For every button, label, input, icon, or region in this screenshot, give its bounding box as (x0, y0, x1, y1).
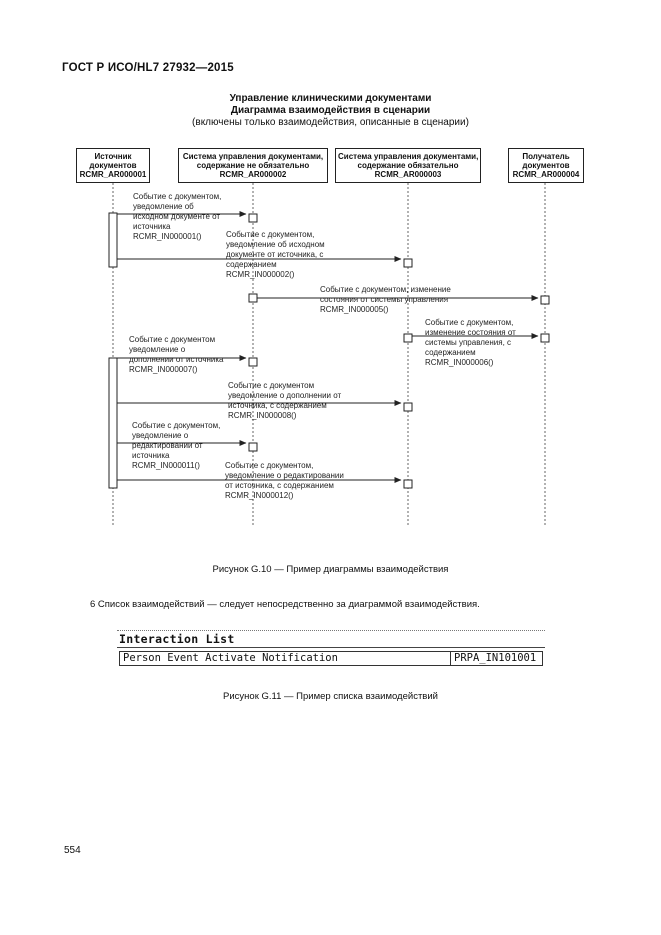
receive-box (541, 334, 549, 342)
receive-box (404, 480, 412, 488)
receive-box (249, 358, 257, 366)
activation-bar (109, 358, 117, 488)
message-label: Событие с документом, уведомление об исходном документе от источника RCMR_IN000001() (133, 192, 222, 241)
interaction-list (117, 630, 545, 668)
participant-name: документов (522, 161, 570, 170)
table-row (119, 651, 543, 666)
participant-name: Система управления документами, (182, 152, 324, 161)
send-box (249, 294, 257, 302)
receive-box (404, 403, 412, 411)
participant-recipient (508, 148, 584, 183)
participant-name: документов (89, 161, 137, 170)
participant-name: Источник (94, 152, 132, 161)
receive-box (404, 259, 412, 267)
paragraph-text: 6 Список взаимодействий — следует непосредственно за диаграммой взаимодействия. (90, 599, 480, 610)
participant-code: RCMR_AR000001 (79, 170, 147, 179)
page-number: 554 (64, 845, 81, 856)
participant-source (76, 148, 150, 183)
message-label: Событие с документом, уведомление об исходном документе от источника, с содержанием RCMR_IN000002() (226, 230, 325, 279)
divider (117, 647, 545, 648)
interaction-name: Person Event Activate Notification (123, 652, 338, 664)
message-label: Событие с документом, уведомление о редактировании от источника, с содержанием RCMR_IN000012() (225, 461, 344, 500)
diagram-title-line2: Диаграмма взаимодействия в сценарии (230, 105, 431, 116)
figure-caption-g10: Рисунок G.10 — Пример диаграммы взаимодействия (212, 564, 449, 575)
figure-caption-g11: Рисунок G.11 — Пример списка взаимодействий (223, 691, 438, 702)
send-box (404, 334, 412, 342)
divider (117, 630, 545, 631)
participant-name: содержание не обязательно (196, 161, 310, 170)
diagram-subtitle: (включены только взаимодействия, описанные в сценарии) (192, 117, 469, 128)
participant-name: содержание обязательно (357, 161, 459, 170)
message-label: Событие с документом, изменение состояния от системы управления, с содержанием RCMR_IN000006() (425, 318, 516, 367)
participant-name: Получатель (522, 152, 570, 161)
interaction-code: PRPA_IN101001 (454, 652, 537, 664)
diagram-title: Управление клиническими документами (229, 93, 432, 104)
message-label: Событие с документом уведомление о дополнении от источника, с содержанием RCMR_IN000008() (228, 381, 342, 420)
participant-dms-mandatory (335, 148, 481, 183)
document-header: ГОСТ Р ИСО/HL7 27932—2015 (62, 62, 234, 74)
message-label: Событие с документом, изменение состояния от системы управления RCMR_IN000005() (320, 285, 451, 314)
receive-box (541, 296, 549, 304)
message-label: Событие с документом, уведомление о редактировании от источника RCMR_IN000011() (132, 421, 221, 470)
activation-bar (109, 213, 117, 267)
participant-code: RCMR_AR000003 (374, 170, 442, 179)
participant-name: Система управления документами, (338, 152, 479, 161)
participant-code: RCMR_AR000002 (219, 170, 287, 179)
receive-box (249, 443, 257, 451)
interaction-list-title: Interaction List (119, 632, 235, 646)
participant-dms-optional (178, 148, 328, 183)
receive-box (249, 214, 257, 222)
divider (450, 652, 451, 665)
participant-code: RCMR_AR000004 (512, 170, 580, 179)
message-label: Событие с документом уведомление о дополнении от источника RCMR_IN000007() (129, 335, 224, 374)
